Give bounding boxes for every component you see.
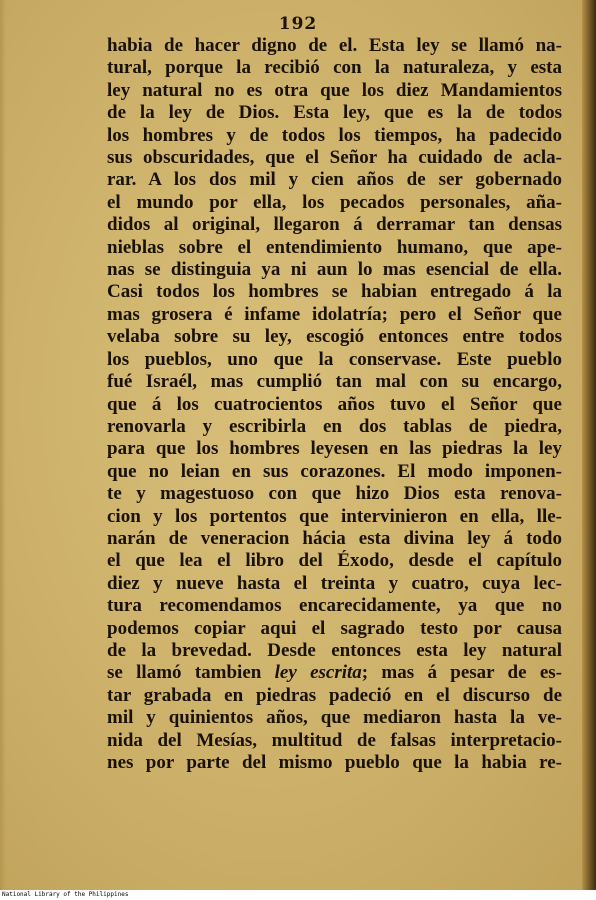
- text-segment: el mundo por ella, los pecados personales, aña-: [107, 191, 562, 213]
- text-line: [107, 595, 562, 617]
- text-line: [107, 573, 562, 595]
- text-segment: fué Israél, mas cumplió tan mal con su encargo,: [107, 371, 562, 393]
- text-line: [107, 192, 562, 214]
- text-segment: didos al original, llegaron á derramar tan densas: [107, 214, 562, 236]
- text-segment: tural, porque la recibió con la naturaleza, y esta: [107, 57, 562, 79]
- text-line: [107, 461, 562, 483]
- text-line: [107, 147, 562, 169]
- text-segment: nieblas sobre el entendimiento humano, que ape-: [107, 236, 562, 258]
- text-segment: que á los cuatrocientos años tuvo el Señor que: [107, 393, 562, 415]
- book-spine-shadow: [582, 0, 596, 890]
- text-segment: habia de hacer digno de el. Esta ley se llamó na-: [107, 35, 562, 56]
- text-segment: nes por parte del mismo pueblo que la habia re-: [107, 752, 562, 773]
- library-credit: National Library of the Philippines: [2, 891, 129, 898]
- text-segment: los pueblos, uno que la conservase. Este pueblo: [107, 348, 562, 370]
- text-line: [107, 57, 562, 79]
- text-segment: para que los hombres leyesen en las piedras la ley: [107, 438, 562, 460]
- text-line: [107, 102, 562, 124]
- text-segment: podemos copiar aqui el sagrado testo por causa: [107, 617, 562, 639]
- text-line: [107, 169, 562, 191]
- text-line: [107, 125, 562, 147]
- text-line: [107, 304, 562, 326]
- text-segment: mas grosera é infame idolatría; pero el Señor que: [107, 303, 562, 325]
- text-segment: nas se distinguia ya ni aun lo mas esencial de ella.: [107, 259, 562, 281]
- text-line: [107, 214, 562, 236]
- text-segment: el que lea el libro del Éxodo, desde el capítulo: [107, 550, 562, 572]
- text-segment: sus obscuridades, que el Señor ha cuidado de acla-: [107, 147, 562, 169]
- text-line: [107, 730, 562, 752]
- text-segment: Casi todos los hombres se habian entregado á la: [107, 281, 562, 303]
- text-line: [107, 483, 562, 505]
- text-line: [107, 640, 562, 662]
- text-line: [107, 371, 562, 393]
- text-segment: que no leian en sus corazones. El modo imponen-: [107, 460, 562, 482]
- text-segment: te y magestuoso con que hizo Dios esta renova-: [107, 483, 562, 505]
- italic-phrase: ley escrita: [274, 662, 362, 684]
- body-text: [107, 35, 562, 774]
- text-line: [107, 35, 562, 57]
- text-line: [107, 506, 562, 528]
- text-line: [107, 685, 562, 707]
- text-segment: velaba sobre su ley, escogió entonces entre todos: [107, 326, 562, 348]
- text-line: [107, 281, 562, 303]
- text-segment: se llamó tambien: [107, 662, 275, 684]
- text-line: [107, 394, 562, 416]
- text-line: [107, 438, 562, 460]
- text-line: [107, 662, 562, 684]
- text-segment: de la brevedad. Desde entonces esta ley natural: [107, 639, 562, 661]
- text-line: [107, 618, 562, 640]
- text-segment: ; mas á pesar de es-: [361, 662, 562, 684]
- text-segment: de la ley de Dios. Esta ley, que es la de todos: [107, 102, 562, 124]
- text-segment: los hombres y de todos los tiempos, ha padecido: [107, 124, 562, 146]
- text-segment: ley natural no es otra que los diez Mandamientos: [107, 79, 562, 101]
- text-line: [107, 237, 562, 259]
- text-segment: tura recomendamos encarecidamente, ya que no: [107, 595, 562, 617]
- text-line: [107, 707, 562, 729]
- text-segment: nida del Mesías, multitud de falsas interpretacio-: [107, 729, 562, 751]
- text-line: [107, 326, 562, 348]
- page-number: 192: [278, 14, 318, 34]
- text-segment: tar grabada en piedras padeció en el discurso de: [107, 684, 562, 706]
- text-line: [107, 80, 562, 102]
- text-segment: rar. A los dos mil y cien años de ser gobernado: [107, 169, 562, 191]
- text-line: [107, 259, 562, 281]
- text-line: [107, 550, 562, 572]
- text-segment: narán de veneracion hácia esta divina ley á todo: [107, 527, 562, 549]
- text-line: [107, 528, 562, 550]
- text-line: [107, 349, 562, 371]
- text-segment: diez y nueve hasta el treinta y cuatro, cuya lec-: [107, 572, 562, 594]
- text-line: [107, 752, 562, 774]
- text-line: [107, 416, 562, 438]
- text-segment: renovarla y escribirla en dos tablas de piedra,: [107, 415, 562, 437]
- page-left-edge: [0, 0, 6, 890]
- text-segment: mil y quinientos años, que mediaron hasta la ve-: [107, 707, 562, 729]
- text-segment: cion y los portentos que intervinieron en ella, lle-: [107, 505, 562, 527]
